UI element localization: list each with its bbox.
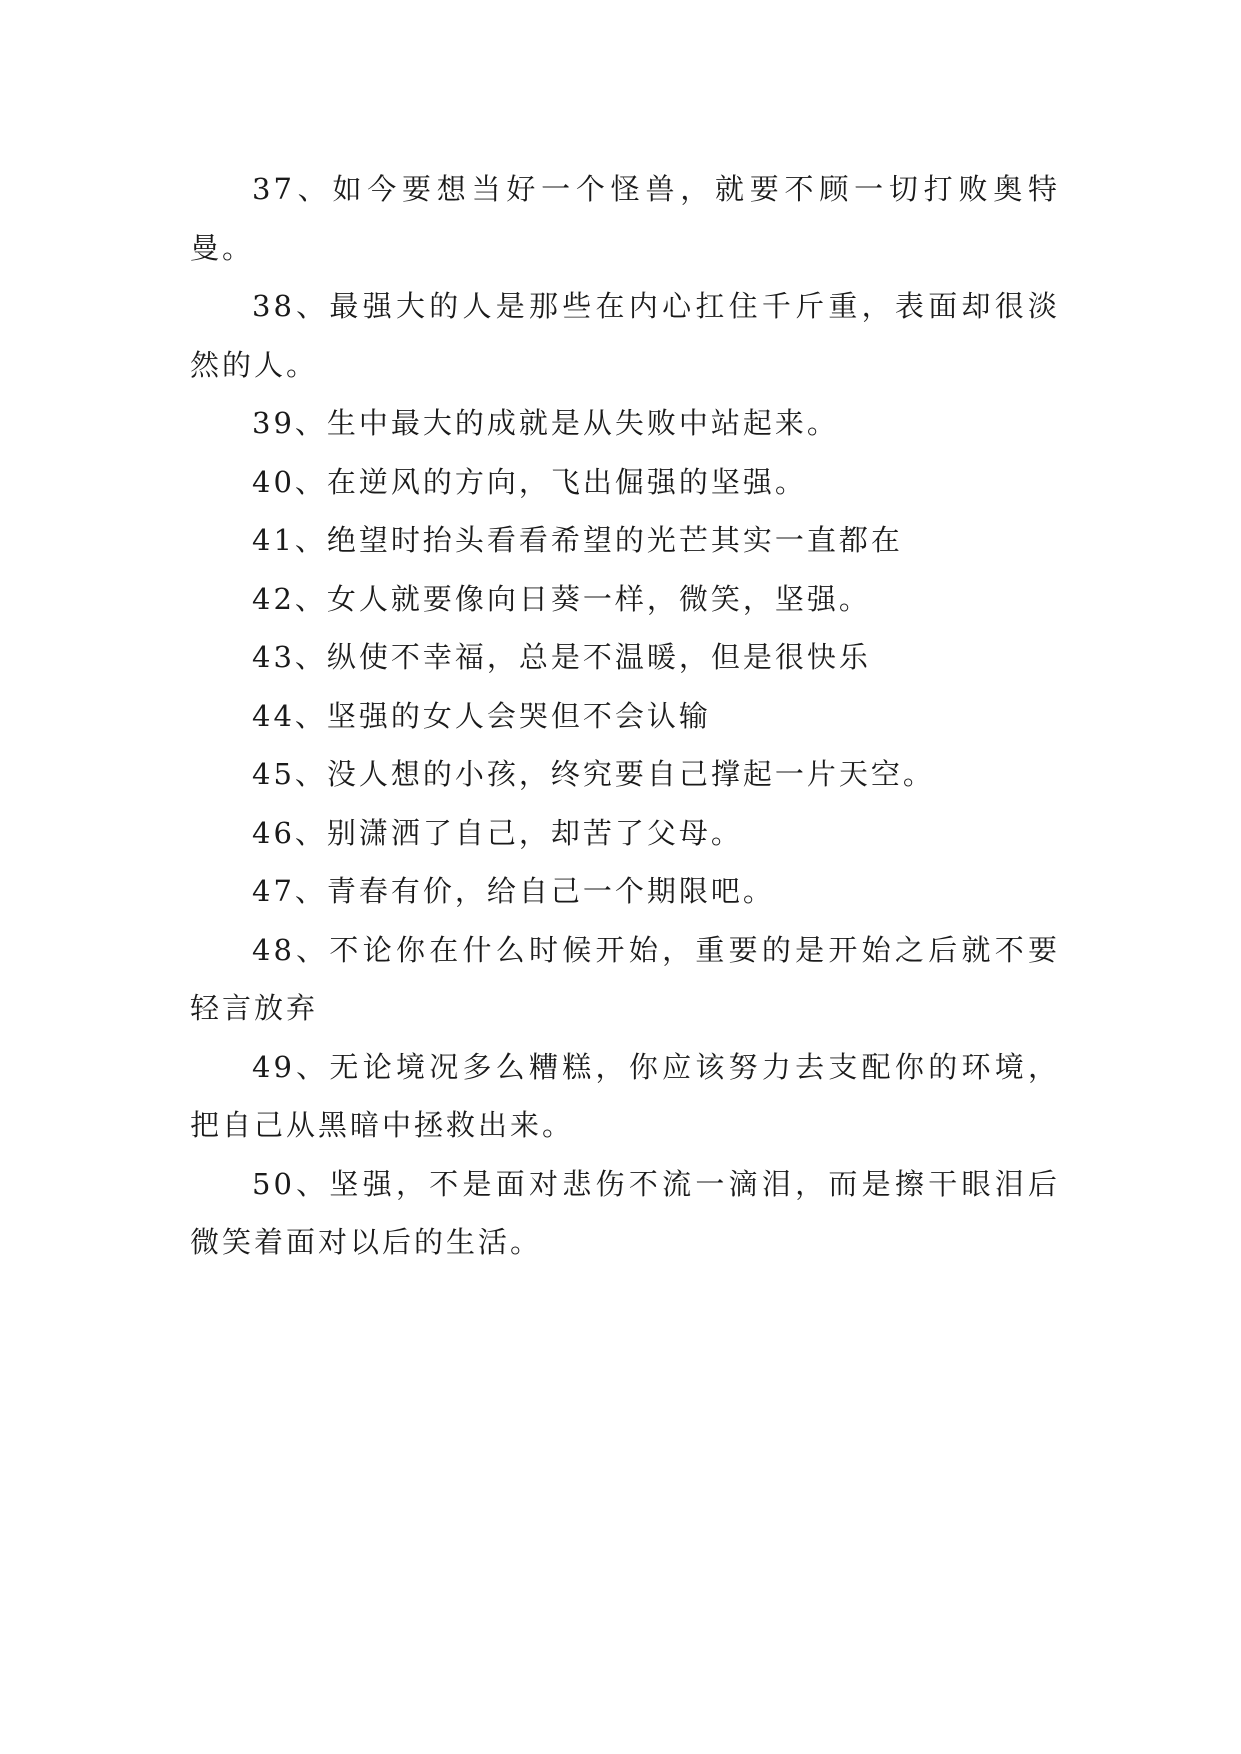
paragraph-43: 43、纵使不幸福，总是不温暖，但是很快乐: [252, 640, 871, 674]
paragraph-49: 49、无论境况多么糟糕，你应该努力去支配你的环境，把自己从黑暗中拯救出来。: [190, 1049, 1060, 1142]
document-body: [190, 160, 1060, 1272]
paragraph-48: 48、不论你在什么时候开始，重要的是开始之后就不要轻言放弃: [190, 932, 1060, 1025]
paragraph-37: 37、如今要想当好一个怪兽，就要不顾一切打败奥特曼。: [190, 172, 1060, 265]
paragraph-44: 44、坚强的女人会哭但不会认输: [252, 698, 711, 733]
paragraph-41: 41、绝望时抬头看看希望的光芒其实一直都在: [252, 523, 903, 557]
paragraph-50: 50、坚强，不是面对悲伤不流一滴泪，而是擦干眼泪后微笑着面对以后的生活。: [190, 1166, 1060, 1259]
paragraph-42: 42、女人就要像向日葵一样，微笑，坚强。: [252, 581, 871, 616]
paragraph-40: 40、在逆风的方向，飞出倔强的坚强。: [252, 464, 807, 499]
paragraph-45: 45、没人想的小孩，终究要自己撑起一片天空。: [252, 757, 935, 791]
paragraph-39: 39、生中最大的成就是从失败中站起来。: [252, 406, 839, 440]
paragraph-46: 46、别潇洒了自己，却苦了父母。: [252, 815, 743, 850]
paragraph-47: 47、青春有价，给自己一个期限吧。: [252, 874, 775, 908]
paragraph-38: 38、最强大的人是那些在内心扛住千斤重，表面却很淡然的人。: [190, 289, 1060, 382]
